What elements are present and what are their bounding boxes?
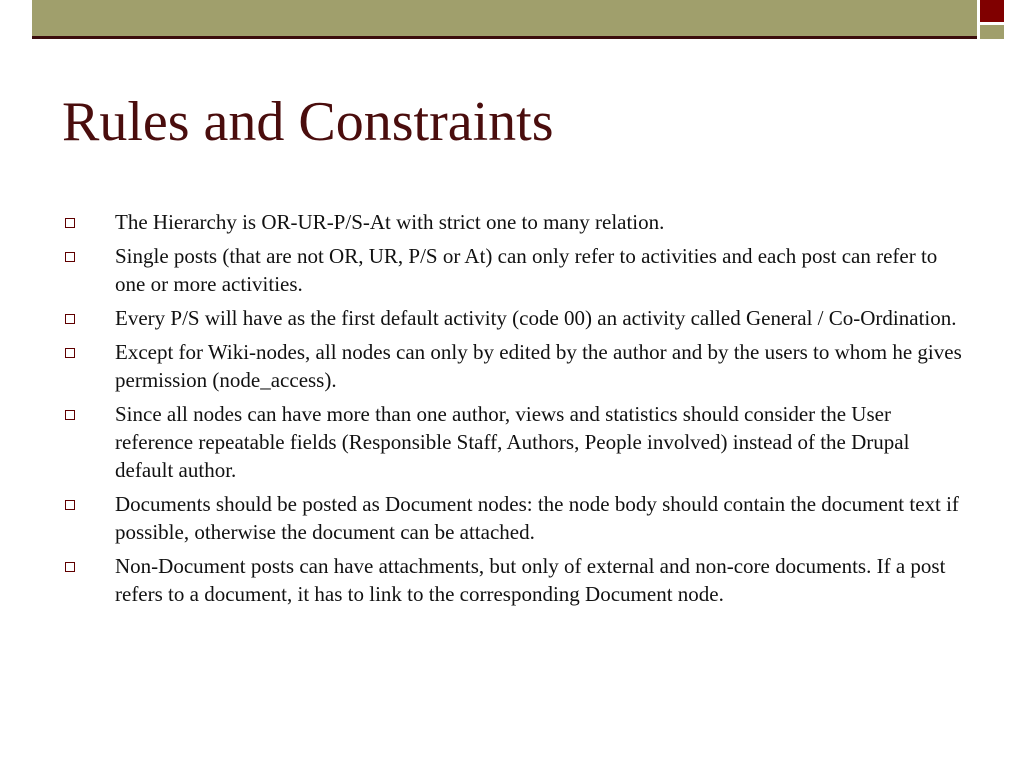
corner-accent-red: [980, 0, 1004, 22]
bullet-item: [62, 338, 962, 394]
square-bullet-icon: [65, 410, 75, 420]
square-bullet-icon: [65, 252, 75, 262]
bullet-item: [62, 400, 962, 484]
bullet-list: [62, 208, 962, 614]
square-bullet-icon: [65, 218, 75, 228]
corner-accent-olive: [980, 25, 1004, 39]
bullet-text: Except for Wiki-nodes, all nodes can only by edited by the author and by the users to whom he gives permission (node_access).: [115, 340, 962, 392]
bullet-text: Single posts (that are not OR, UR, P/S or At) can only refer to activities and each post can refer to one or more activities.: [115, 244, 938, 296]
bullet-item: [62, 552, 962, 608]
square-bullet-icon: [65, 348, 75, 358]
bullet-text: Documents should be posted as Document nodes: the node body should contain the document text if possible, otherwise the document can be attached.: [115, 492, 959, 544]
bullet-text: The Hierarchy is OR-UR-P/S-At with strict one to many relation.: [115, 210, 665, 234]
square-bullet-icon: [65, 314, 75, 324]
bullet-text: Every P/S will have as the first default activity (code 00) an activity called General / Co-Ordination.: [115, 306, 957, 330]
bullet-text: Since all nodes can have more than one author, views and statistics should consider the User reference repeatable fields (Responsible Staff, Authors, People involved) instead of the Drupal default author.: [115, 402, 910, 482]
square-bullet-icon: [65, 562, 75, 572]
bullet-item: [62, 490, 962, 546]
bullet-item: [62, 304, 962, 332]
header-band: [32, 0, 977, 36]
bullet-item: [62, 242, 962, 298]
slide-title: Rules and Constraints: [62, 91, 554, 153]
square-bullet-icon: [65, 500, 75, 510]
bullet-item: [62, 208, 962, 236]
bullet-text: Non-Document posts can have attachments, but only of external and non-core documents. If a post refers to a document, it has to link to the corresponding Document node.: [115, 554, 946, 606]
header-divider: [32, 36, 977, 39]
